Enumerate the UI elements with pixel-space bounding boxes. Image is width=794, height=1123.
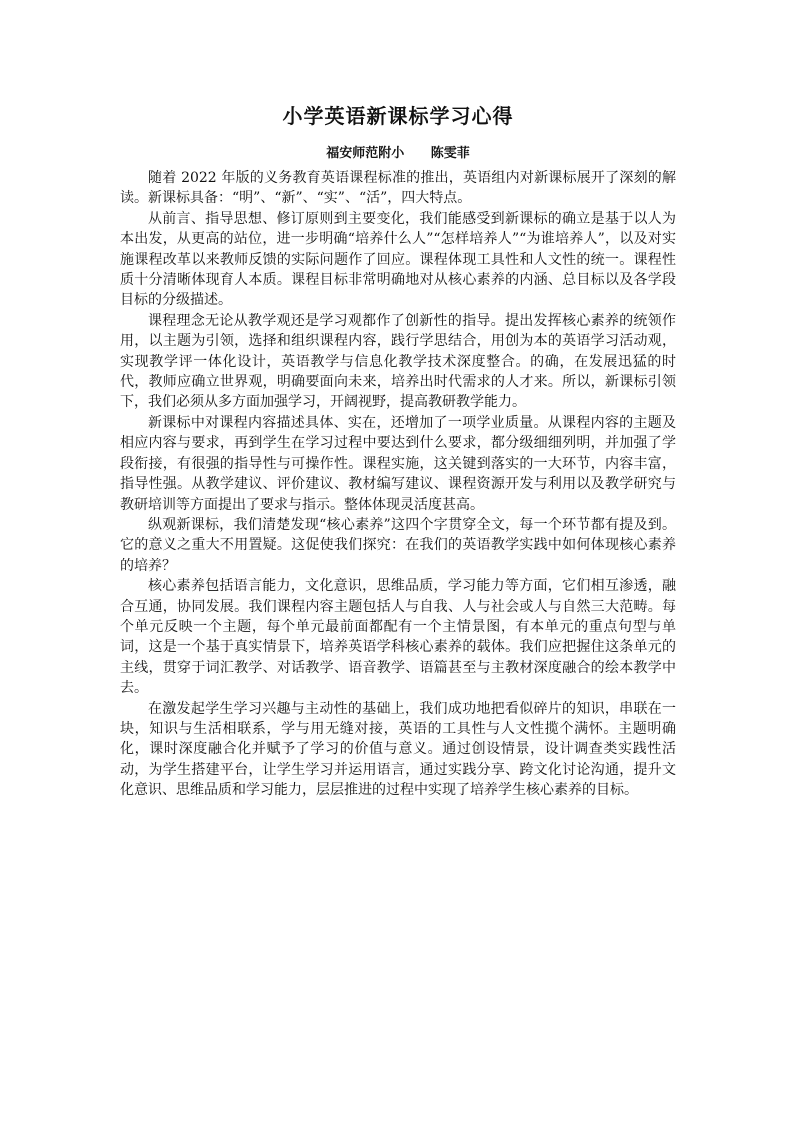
paragraph: 核心素养包括语言能力，文化意识，思维品质，学习能力等方面，它们相互渗透，融合互通，协同发展。我们课程内容主题包括人与自我、人与社会或人与自然三大范畴。每个单元反映一个主题，每个单元最前面都配有一个主情景图，有本单元的重点句型与单词，这是一个基于真实情景下，培养英语学科核心素养的载体。我们应把握住这条单元的主线，贯穿于词汇教学、对话教学、语音教学、语篇甚至与主教材深度融合的绘本教学中去。 bbox=[120, 578, 676, 697]
author-name: 陈雯菲 bbox=[430, 146, 470, 161]
document-body bbox=[120, 168, 676, 801]
paragraph: 课程理念无论从教学观还是学习观都作了创新性的指导。提出发挥核心素养的统领作用，以主题为引领，选择和组织课程内容，践行学思结合，用创为本的英语学习活动观，实现教学评一体化设计，英语教学与信息化教学技术深度整合。的确，在发展迅猛的时代，教师应确立世界观，明确要面向未来，培养出时代需求的人才来。所以，新课标引领下，我们必须从多方面加强学习，开阔视野，提高教研教学能力。 bbox=[120, 312, 676, 411]
byline bbox=[120, 144, 676, 164]
paragraph: 新课标中对课程内容描述具体、实在，还增加了一项学业质量。从课程内容的主题及相应内容与要求，再到学生在学习过程中要达到什么要求，都分级细细列明，并加强了学段衔接，有很强的指导性与可操作性。课程实施，这关键到落实的一大环节，内容丰富，指导性强。从教学建议、评价建议、教材编写建议、课程资源开发与利用以及教学研究与教研培训等方面提出了要求与指示。整体体现灵活度甚高。 bbox=[120, 414, 676, 513]
paragraph: 在激发起学生学习兴趣与主动性的基础上，我们成功地把看似碎片的知识，串联在一块，知识与生活相联系，学与用无缝对接，英语的工具性与人文性揽个满怀。主题明确化，课时深度融合化并赋予了学习的价值与意义。通过创设情景，设计调查类实践性活动，为学生搭建平台，让学生学习并运用语言，通过实践分享、跨文化讨论沟通，提升文化意识、思维品质和学习能力，层层推进的过程中实现了培养学生核心素养的目标。 bbox=[120, 700, 676, 799]
document-title: 小学英语新课标学习心得 bbox=[282, 104, 514, 128]
school-name: 福安师范附小 bbox=[326, 146, 405, 161]
paragraph: 从前言、指导思想、修订原则到主要变化，我们能感受到新课标的确立是基于以人为本出发，从更高的站位，进一步明确“培养什么人”“怎样培养人”“为谁培养人”，以及对实施课程改革以来教师反馈的实际问题作了回应。课程体现工具性和人文性的统一。课程性质十分清晰体现育人本质。课程目标非常明确地对从核心素养的内涵、总目标以及各学段目标的分级描述。 bbox=[120, 210, 676, 309]
paragraph: 纵观新课标，我们清楚发现“核心素养”这四个字贯穿全文，每一个环节都有提及到。它的意义之重大不用置疑。这促使我们探究：在我们的英语教学实践中如何体现核心素养的培养？ bbox=[120, 516, 676, 574]
document-page bbox=[120, 102, 676, 801]
paragraph: 随着 2022 年版的义务教育英语课程标准的推出，英语组内对新课标展开了深刻的解读。新课标具备：“明”、“新”、“实”、“活”，四大特点。 bbox=[120, 170, 676, 207]
